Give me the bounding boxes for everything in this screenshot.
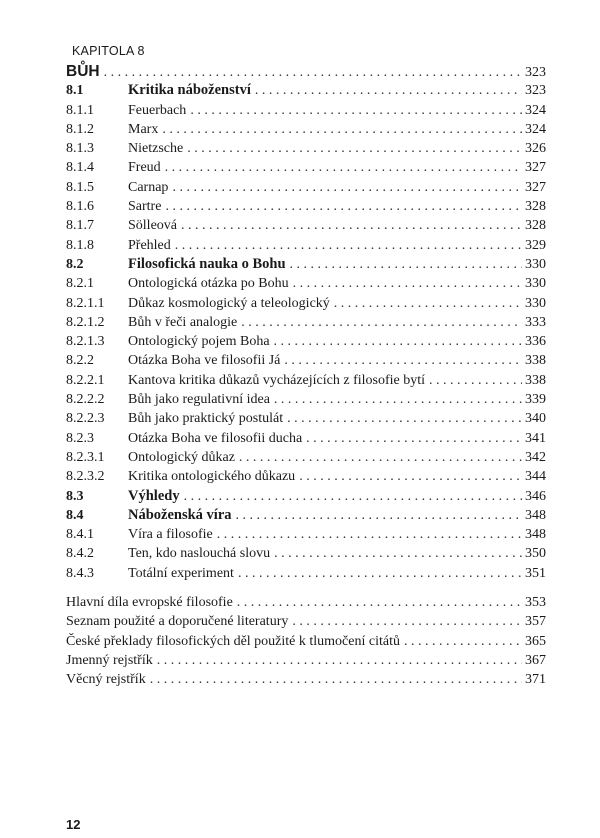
toc-entry-page: 324 <box>525 102 546 118</box>
toc-entry-page: 351 <box>525 565 546 581</box>
toc-entry <box>66 467 546 486</box>
toc-entry-number: 8.4.2 <box>66 546 94 562</box>
toc-entry-number: 8.1 <box>66 83 84 99</box>
toc-entry-page: 324 <box>525 121 546 137</box>
toc-entry-number: 8.2 <box>66 256 84 272</box>
toc-entry-title: Víra a filosofie <box>128 527 213 543</box>
toc-entry-number: 8.2.2.3 <box>66 411 105 427</box>
toc-entry-title: BŮH <box>66 63 100 80</box>
toc-entry-page: 336 <box>525 334 546 350</box>
toc-entry <box>66 216 546 235</box>
toc-entry-title: Otázka Boha ve filosofii Já <box>128 353 281 369</box>
toc-entry <box>66 351 546 370</box>
dot-leader <box>334 294 522 313</box>
toc-entry-number: 8.2.1 <box>66 276 94 292</box>
toc-entry-title: Sölleová <box>128 218 177 234</box>
toc-entry-page: 330 <box>525 295 546 311</box>
toc-entry <box>66 178 546 197</box>
dot-leader <box>274 332 522 351</box>
toc-entry-number: 8.2.2.2 <box>66 392 105 408</box>
dot-leader <box>165 197 522 216</box>
toc-entry <box>66 448 546 467</box>
toc-entry-title: Ontologický pojem Boha <box>128 334 270 350</box>
toc-entry-title: Carnap <box>128 179 169 195</box>
toc-entry-number: 8.1.6 <box>66 199 94 215</box>
toc-entry-page: 327 <box>525 160 546 176</box>
dot-leader <box>306 429 522 448</box>
toc-entry-page: 371 <box>525 672 546 688</box>
toc-entry-number: 8.1.5 <box>66 179 94 195</box>
dot-leader <box>165 158 522 177</box>
toc-entry-number: 8.2.3 <box>66 430 94 446</box>
toc-entry-page: 338 <box>525 353 546 369</box>
toc-entry-number: 8.3 <box>66 488 84 504</box>
toc-entry-number: 8.1.2 <box>66 121 94 137</box>
toc-entry-number: 8.1.7 <box>66 218 94 234</box>
dot-leader <box>104 63 522 82</box>
toc-entry-number: 8.4 <box>66 507 84 523</box>
toc-entry-page: 326 <box>525 141 546 157</box>
dot-leader <box>217 525 522 544</box>
toc-entry-page: 330 <box>525 256 546 272</box>
toc-entry-title: Nietzsche <box>128 141 184 157</box>
toc-entry-number: 8.2.3.1 <box>66 449 105 465</box>
toc-entry-page: 350 <box>525 546 546 562</box>
toc-entries <box>66 62 546 583</box>
dot-leader <box>293 274 522 293</box>
toc-entry <box>66 236 546 255</box>
dot-leader <box>239 448 522 467</box>
toc-entry-title: Kritika ontologického důkazu <box>128 469 296 485</box>
toc-entry <box>66 564 546 583</box>
dot-leader <box>241 313 522 332</box>
toc-entry-page: 333 <box>525 314 546 330</box>
toc-entry-page: 327 <box>525 179 546 195</box>
toc-entry-page: 365 <box>525 633 546 649</box>
toc-entry <box>66 429 546 448</box>
page-number: 12 <box>66 817 81 832</box>
toc-entry-title: Výhledy <box>128 487 180 504</box>
toc-entry-title: Důkaz kosmologický a teleologický <box>128 295 330 311</box>
toc-entry-page: 342 <box>525 449 546 465</box>
toc-entry-page: 346 <box>525 488 546 504</box>
toc-entry-page: 330 <box>525 276 546 292</box>
dot-leader <box>236 506 522 525</box>
toc-entry <box>66 525 546 544</box>
toc-entry-title: Sartre <box>128 199 162 215</box>
section-gap <box>66 583 546 593</box>
toc-entry-title: Jmenný rejstřík <box>66 652 153 668</box>
dot-leader <box>190 101 522 120</box>
dot-leader <box>187 139 522 158</box>
toc-entry-page: 357 <box>525 614 546 630</box>
dot-leader <box>181 216 522 235</box>
toc-entry-number: 8.2.1.3 <box>66 334 105 350</box>
toc-entry <box>66 294 546 313</box>
toc-entry <box>66 255 546 274</box>
dot-leader <box>150 670 522 689</box>
toc-entry <box>66 197 546 216</box>
toc-entry-number: 8.2.1.1 <box>66 295 105 311</box>
toc-entry-title: Přehled <box>128 237 171 253</box>
toc-entry-title: České překlady filosofických děl použité k tlumočení citátů <box>66 633 400 649</box>
dot-leader <box>162 120 522 139</box>
toc-entry <box>66 506 546 525</box>
toc-entry-title: Bůh jako praktický postulát <box>128 411 284 427</box>
toc-entry-number: 8.4.1 <box>66 527 94 543</box>
toc-entry-number: 8.2.2 <box>66 353 94 369</box>
dot-leader <box>429 371 522 390</box>
toc-entry-page: 348 <box>525 527 546 543</box>
dot-leader <box>299 467 522 486</box>
toc-entry <box>66 101 546 120</box>
toc-entry <box>66 139 546 158</box>
dot-leader <box>290 255 522 274</box>
toc-entry <box>66 544 546 563</box>
toc-entry <box>66 593 546 612</box>
toc-entry <box>66 632 546 651</box>
toc-entry-title: Věcný rejstřík <box>66 672 146 688</box>
toc-entry-number: 8.1.4 <box>66 160 94 176</box>
toc-entry-page: 323 <box>525 65 546 80</box>
toc-entry-title: Filosofická nauka o Bohu <box>128 255 286 272</box>
toc-entry-title: Ontologický důkaz <box>128 449 235 465</box>
toc-entry-number: 8.2.1.2 <box>66 314 105 330</box>
toc-entry-page: 341 <box>525 430 546 446</box>
dot-leader <box>175 236 522 255</box>
toc-entry <box>66 62 546 81</box>
dot-leader <box>284 351 522 370</box>
toc-entry-number: 8.4.3 <box>66 565 94 581</box>
toc-entry-title: Kritika náboženství <box>128 82 251 99</box>
toc-entry <box>66 332 546 351</box>
toc-entry-title: Otázka Boha ve filosofii ducha <box>128 430 303 446</box>
dot-leader <box>238 564 522 583</box>
toc-entry <box>66 409 546 428</box>
toc-entry-page: 338 <box>525 372 546 388</box>
toc-entry <box>66 371 546 390</box>
toc-entry-title: Ten, kdo naslouchá slovu <box>128 546 271 562</box>
toc-entry-page: 340 <box>525 411 546 427</box>
toc-entry-title: Freud <box>128 160 161 176</box>
toc-entry-page: 323 <box>525 83 546 99</box>
dot-leader <box>404 632 522 651</box>
toc-entry <box>66 81 546 100</box>
toc-entry-page: 328 <box>525 218 546 234</box>
toc-entry-title: Marx <box>128 121 159 137</box>
toc-entry-title: Hlavní díla evropské filosofie <box>66 595 233 611</box>
toc-entry-title: Totální experiment <box>128 565 234 581</box>
toc-entry <box>66 487 546 506</box>
toc-entry-title: Seznam použité a doporučené literatury <box>66 614 289 630</box>
toc-entry-title: Kantova kritika důkazů vycházejících z filosofie bytí <box>128 372 426 388</box>
toc-entry-page: 328 <box>525 199 546 215</box>
toc-entry-page: 367 <box>525 652 546 668</box>
chapter-label: KAPITOLA 8 <box>72 44 145 58</box>
toc-entry-number: 8.1.1 <box>66 102 94 118</box>
dot-leader <box>237 593 522 612</box>
toc-entry-title: Náboženská víra <box>128 506 232 523</box>
toc-entry-title: Bůh jako regulativní idea <box>128 392 270 408</box>
toc-entry <box>66 120 546 139</box>
dot-leader <box>292 612 522 631</box>
toc-entry <box>66 651 546 670</box>
dot-leader <box>184 487 522 506</box>
toc-entry <box>66 670 546 689</box>
toc-entry <box>66 313 546 332</box>
toc-entry-page: 339 <box>525 392 546 408</box>
toc-entry <box>66 612 546 631</box>
toc-entry-title: Feuerbach <box>128 102 187 118</box>
dot-leader <box>287 409 522 428</box>
toc-entry-page: 348 <box>525 507 546 523</box>
toc-entry-title: Bůh v řeči analogie <box>128 314 238 330</box>
toc-entry <box>66 158 546 177</box>
toc-entry-page: 329 <box>525 237 546 253</box>
dot-leader <box>274 544 522 563</box>
dot-leader <box>274 390 522 409</box>
toc-entry <box>66 274 546 293</box>
toc-entry-page: 353 <box>525 595 546 611</box>
dot-leader <box>157 651 522 670</box>
table-of-contents <box>66 62 546 690</box>
toc-entry-number: 8.2.2.1 <box>66 372 105 388</box>
toc-entry-title: Ontologická otázka po Bohu <box>128 276 289 292</box>
toc-entry-number: 8.1.3 <box>66 141 94 157</box>
toc-back-matter <box>66 593 546 689</box>
toc-entry <box>66 390 546 409</box>
toc-entry-number: 8.1.8 <box>66 237 94 253</box>
toc-entry-page: 344 <box>525 469 546 485</box>
dot-leader <box>172 178 522 197</box>
toc-entry-number: 8.2.3.2 <box>66 469 105 485</box>
dot-leader <box>255 81 522 100</box>
